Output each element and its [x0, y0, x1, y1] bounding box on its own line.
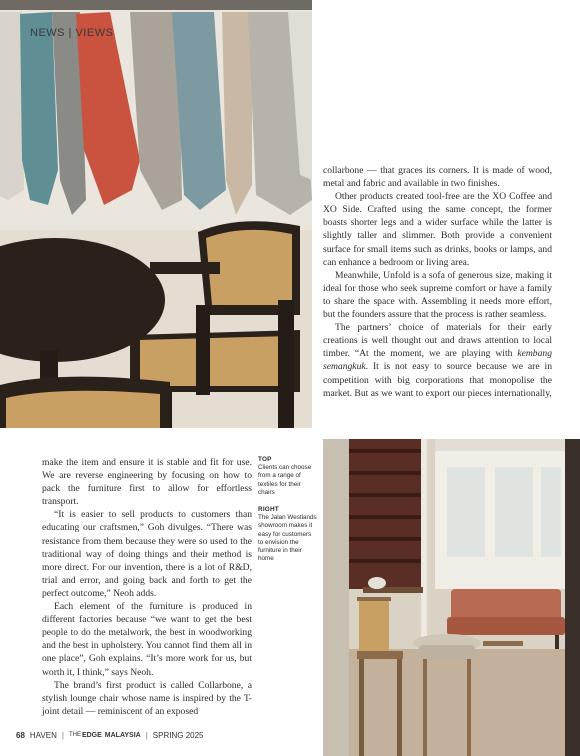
caption-top — [258, 456, 318, 497]
showroom-photo — [323, 439, 580, 756]
paragraph: collarbone — that graces its corners. It is made of wood, metal and fabric and available in two finishes. — [323, 165, 552, 190]
paragraph: The brand’s first product is called Collarbone, a stylish lounge chair whose name is inspired by the T-joint detail — reminiscent of an exposed — [42, 679, 252, 717]
page-footer — [16, 728, 204, 742]
article-column-right — [323, 164, 552, 400]
windows — [435, 439, 565, 589]
footer-separator: | — [61, 730, 64, 740]
magazine-name: HAVEN — [29, 730, 57, 740]
paragraph: The partners’ choice of materials for their early creations is well thought out and draws attention to local timber. “At the moment, we are playing with kembang semangkuk. It is not easy to source because we are in competition with big corporations that monopolise the market. But as we want to export our pieces internationally, — [323, 322, 552, 399]
textile-chair-photo — [0, 0, 312, 428]
paragraph: “It is easier to sell products to customers than educating our craftsmen,” Goh divulges. “There was resistance from them because they were so used to the traditional way of doing things and their method is more direct. For our invention, there is a lot of R&D, trial and error, and going back and forth to get the perfect outcome,” Neoh adds. — [42, 509, 252, 599]
caption-text: The Jalan Westlands showroom makes it easy for customers to envision the furniture in their home — [258, 514, 317, 563]
showroom-illustration — [323, 439, 580, 756]
paragraph: Other products created tool-free are the XO Coffee and XO Side. Crafted using the same concept, the former boasts shorter legs and a wider surface while the latter is slightly taller and slimmer. Both provide a convenient surface for small items such as drinks, books or lamps, and can enhance a bedroom or living area. — [323, 191, 552, 268]
foreground-chair — [0, 377, 170, 428]
italic-term: kembang semangkuk — [323, 348, 552, 373]
page-number: 68 — [16, 730, 25, 740]
caption-right — [258, 506, 318, 563]
section-label: NEWS | VIEWS — [30, 27, 114, 39]
photo-captions — [258, 456, 318, 572]
publisher-suffix: MALAYSIA — [104, 731, 141, 739]
caption-text: Clients can choose from a range of textiles for their chairs — [258, 464, 312, 496]
paragraph: Each element of the furniture is produced in different factories because “we want to get the best people to do the metalwork, the best in woodworking and the best in upholstery. You cannot find them all in one place”, Goh explains. “It’s more work for us, but worth it, I think,” says Neoh. — [42, 601, 252, 678]
paragraph: make the item and ensure it is stable and fit for use. We are reverse engineering by focusing on how to pack the furniture first to allow for effortless transport. — [42, 457, 252, 508]
caption-heading: TOP — [258, 456, 272, 463]
paragraph: Meanwhile, Unfold is a sofa of generous size, making it ideal for those who seek supreme comfort or have a family to share the space with. Assembling it needs more effort, but the founders assure that the process is rather seamless. — [323, 269, 552, 321]
footer-separator: | — [145, 730, 148, 740]
caption-heading: RIGHT — [258, 506, 279, 514]
textile-chair-illustration — [0, 0, 312, 428]
article-column-left — [42, 456, 252, 718]
publisher-logo: EDGE — [81, 731, 102, 739]
fabric-swatches — [0, 12, 312, 215]
publisher-prefix: THE — [68, 732, 81, 738]
issue-label: SPRING 2025 — [152, 730, 204, 740]
